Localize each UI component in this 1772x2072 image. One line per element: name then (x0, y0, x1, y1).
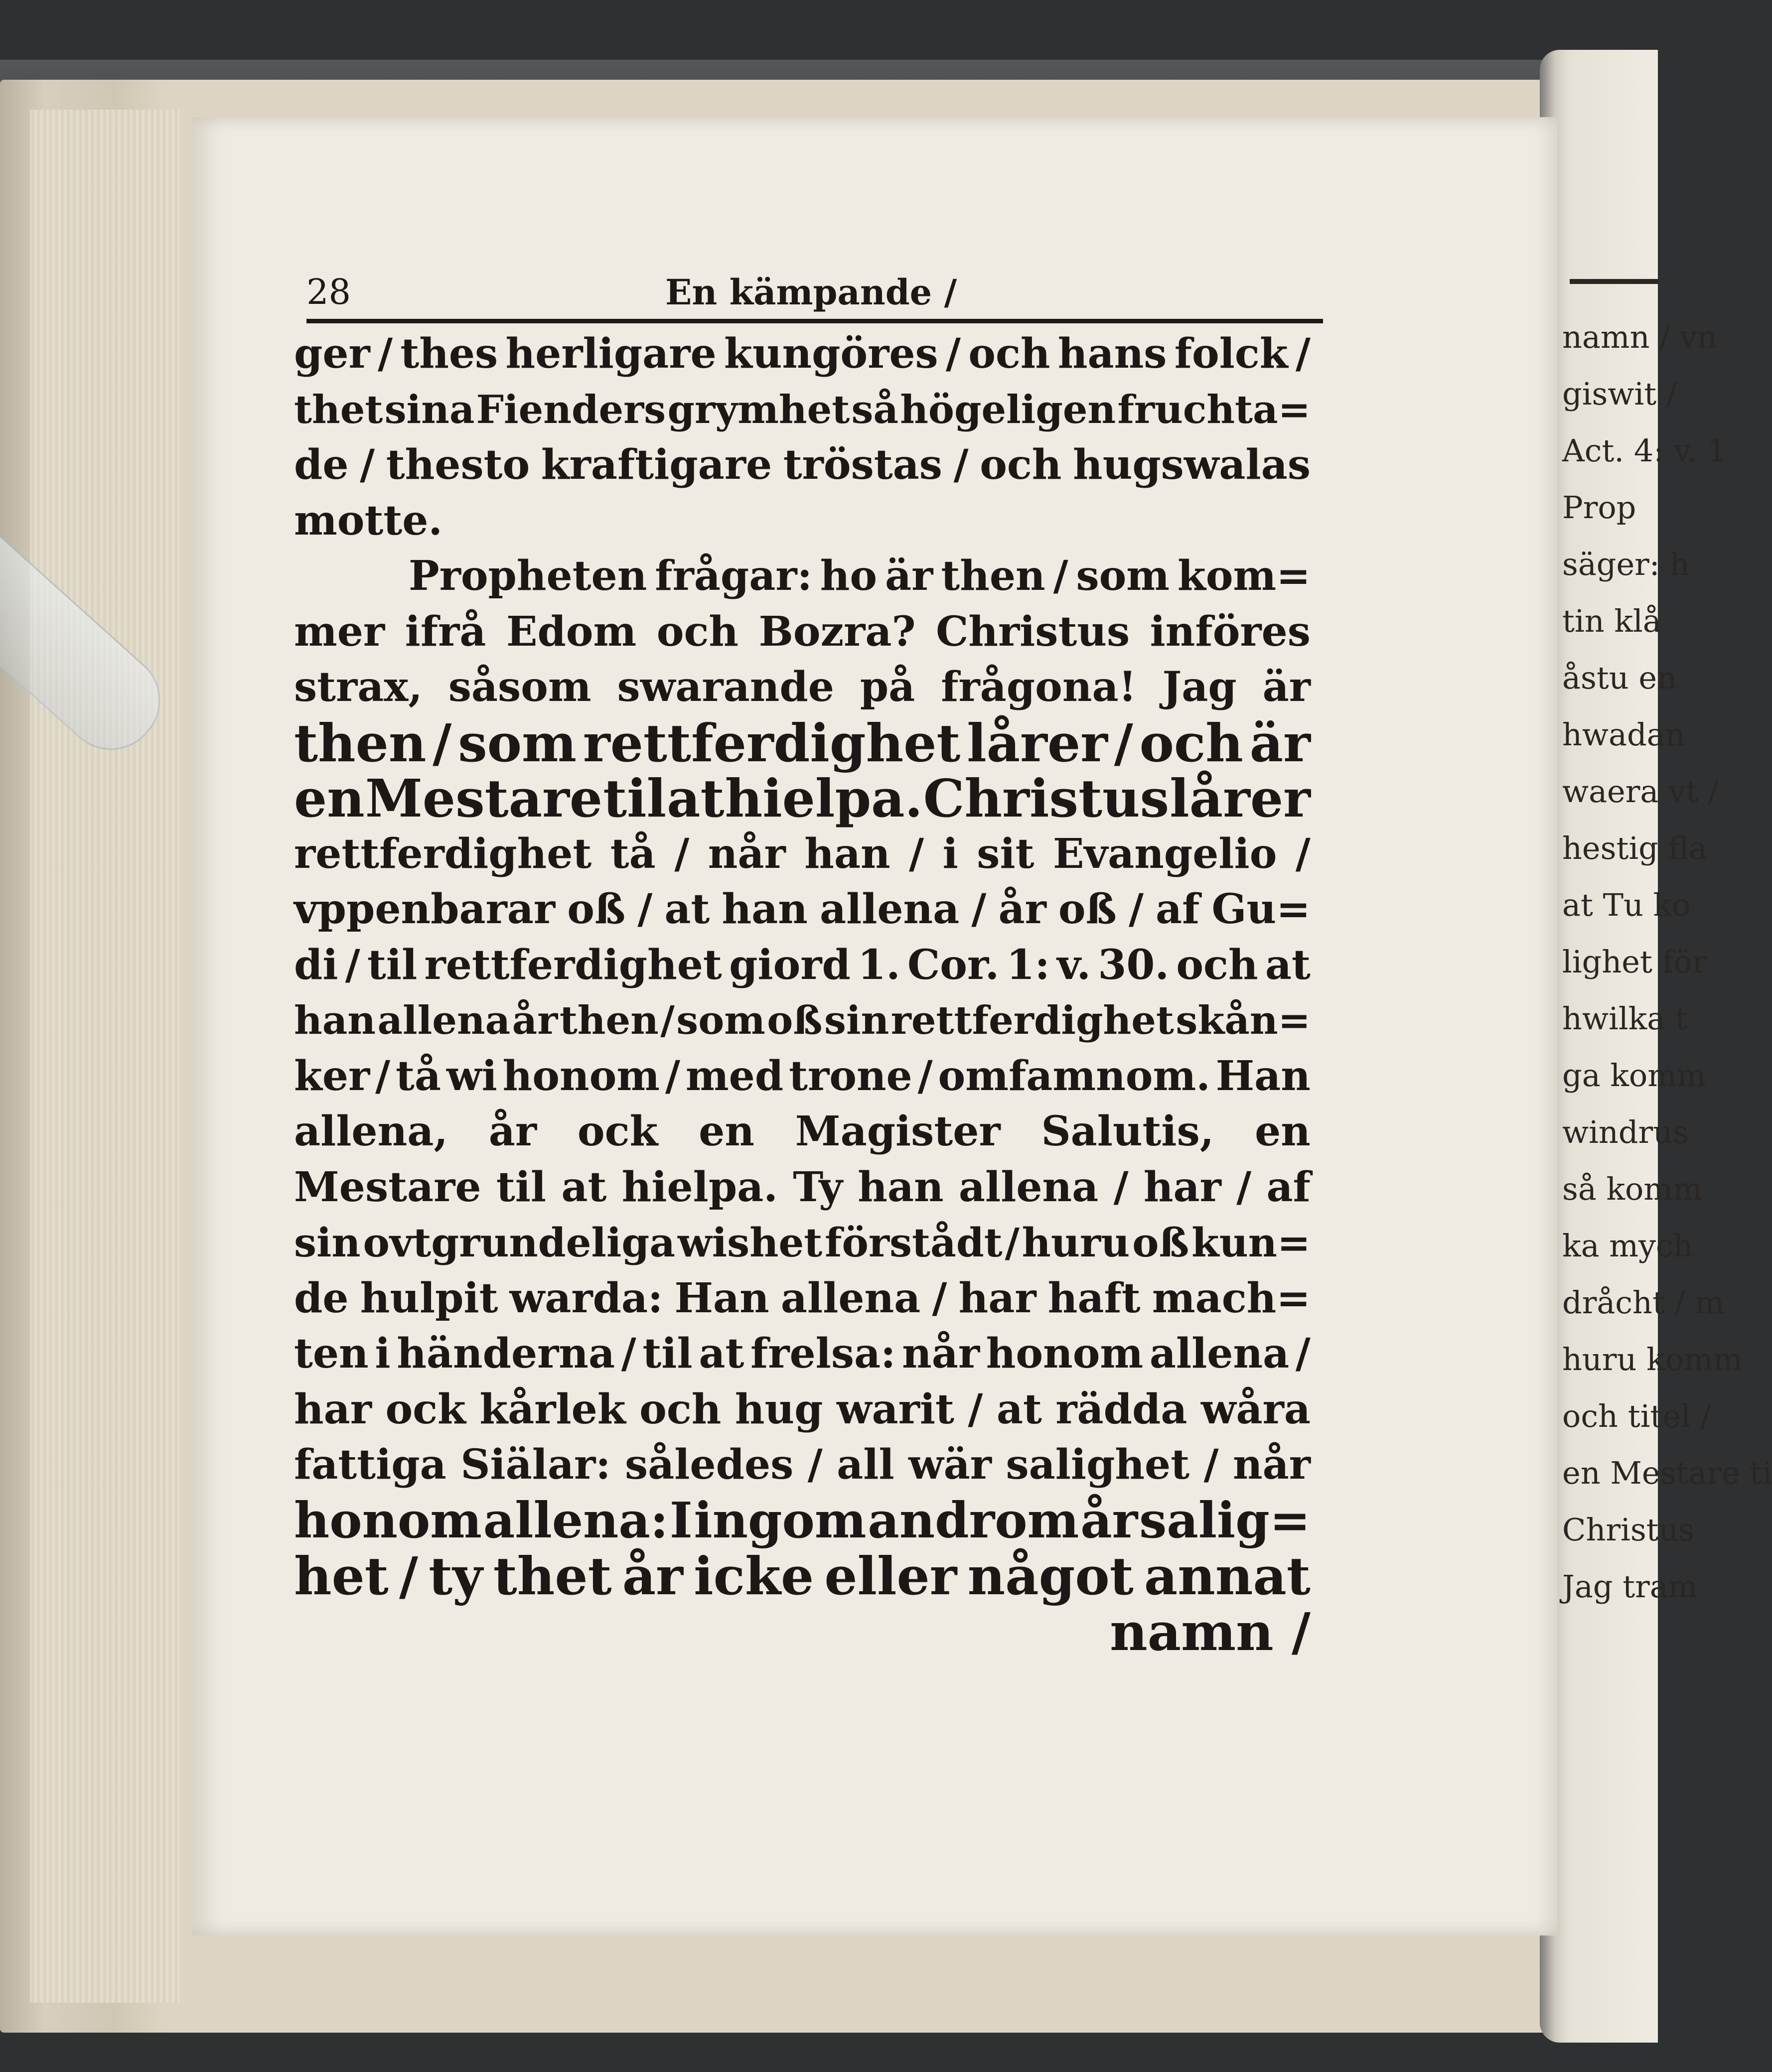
text-line: har ock kårlek och hug warit / at rädda wåra (294, 1385, 1311, 1433)
facing-line: hwilka t (1562, 1000, 1688, 1037)
facing-line: Act. 4: v. 1 (1562, 432, 1727, 469)
text-line: motte. (294, 496, 443, 545)
catchword: namn / (1110, 1601, 1311, 1662)
text-line: ten i händerna / til at frelsa: når honom allena / (294, 1330, 1311, 1378)
left-page-stack (30, 110, 179, 2003)
facing-line: så komm (1562, 1171, 1702, 1207)
text-line: then / som rettferdighet lårer / och är (294, 712, 1311, 774)
facing-line: dråcht / m (1562, 1284, 1724, 1321)
facing-line: en Mestare ti (1562, 1455, 1772, 1491)
facing-line: åstu en (1562, 660, 1677, 696)
running-head: En kämpande / (665, 272, 957, 313)
text-line: het / ty thet år icke eller något annat (294, 1545, 1311, 1607)
facing-line: at Tu ko (1562, 887, 1691, 923)
text-line: honom allena: I ingom androm år salig= (294, 1492, 1311, 1549)
text-line: ger / thes herligare kungöres / och hans folck / (294, 330, 1311, 378)
text-line: vppenbarar oß / at han allena / år oß / af Gu= (294, 885, 1311, 933)
text-line: en Mestare til at hielpa. Christus lårer (294, 768, 1311, 829)
facing-line: Jag tram (1562, 1568, 1698, 1605)
facing-line: windrus (1562, 1114, 1689, 1150)
facing-line: Prop (1562, 489, 1636, 526)
page-header (306, 272, 1323, 311)
text-line: ker / tå wi honom / med trone / omfamnom. Han (294, 1052, 1311, 1100)
header-rule (306, 319, 1323, 323)
text-line: mer ifrå Edom och Bozra? Christus införes (294, 607, 1311, 656)
facing-line: lighet för (1562, 944, 1707, 980)
text-line: sin ovtgrundeliga wishet förstådt / huru oß kun= (294, 1219, 1311, 1266)
facing-page-head-rule (1570, 279, 1658, 284)
facing-line: huru komm (1562, 1341, 1743, 1378)
text-line: Propheten frågar: ho är then / som kom= (409, 552, 1311, 600)
facing-page-text (1562, 309, 1772, 1615)
text-line: fattiga Siälar: således / all wär salighet / når (294, 1441, 1311, 1489)
text-line: Mestare til at hielpa. Ty han allena / har / af (294, 1163, 1311, 1211)
facing-line: giswit / (1562, 376, 1677, 412)
facing-line: namn / vn (1562, 319, 1717, 355)
text-line: de / thesto kraftigare tröstas / och hugswalas (294, 441, 1311, 489)
facing-line: säger: h (1562, 546, 1690, 582)
facing-line: Christus (1562, 1512, 1695, 1548)
text-line: thet sina Fienders grymhet så högeligen fruchta= (294, 387, 1311, 432)
text-line: de hulpit warda: Han allena / har haft mach= (294, 1274, 1311, 1322)
facing-line: tin klå (1562, 603, 1661, 639)
facing-line: ka mych (1562, 1228, 1693, 1264)
facing-line: waera vt / (1562, 773, 1719, 810)
page-number: 28 (306, 272, 351, 312)
facing-line: hestig fla (1562, 830, 1707, 866)
facing-line: och titel / (1562, 1398, 1711, 1434)
text-line: han allena år then / som oß sin rettferdighet skån= (294, 998, 1311, 1043)
text-line: rettferdighet tå / når han / i sit Evangelio / (294, 829, 1311, 878)
text-line: allena, år ock en Magister Salutis, en (294, 1107, 1311, 1155)
body-text (294, 326, 1311, 1662)
facing-line: ga komm (1562, 1057, 1706, 1094)
facing-line: hwadan (1562, 716, 1685, 753)
text-line: di / til rettferdighet giord 1. Cor. 1: v. 30. och at (294, 941, 1311, 989)
text-line: strax, såsom swarande på frågona! Jag är (294, 663, 1311, 711)
